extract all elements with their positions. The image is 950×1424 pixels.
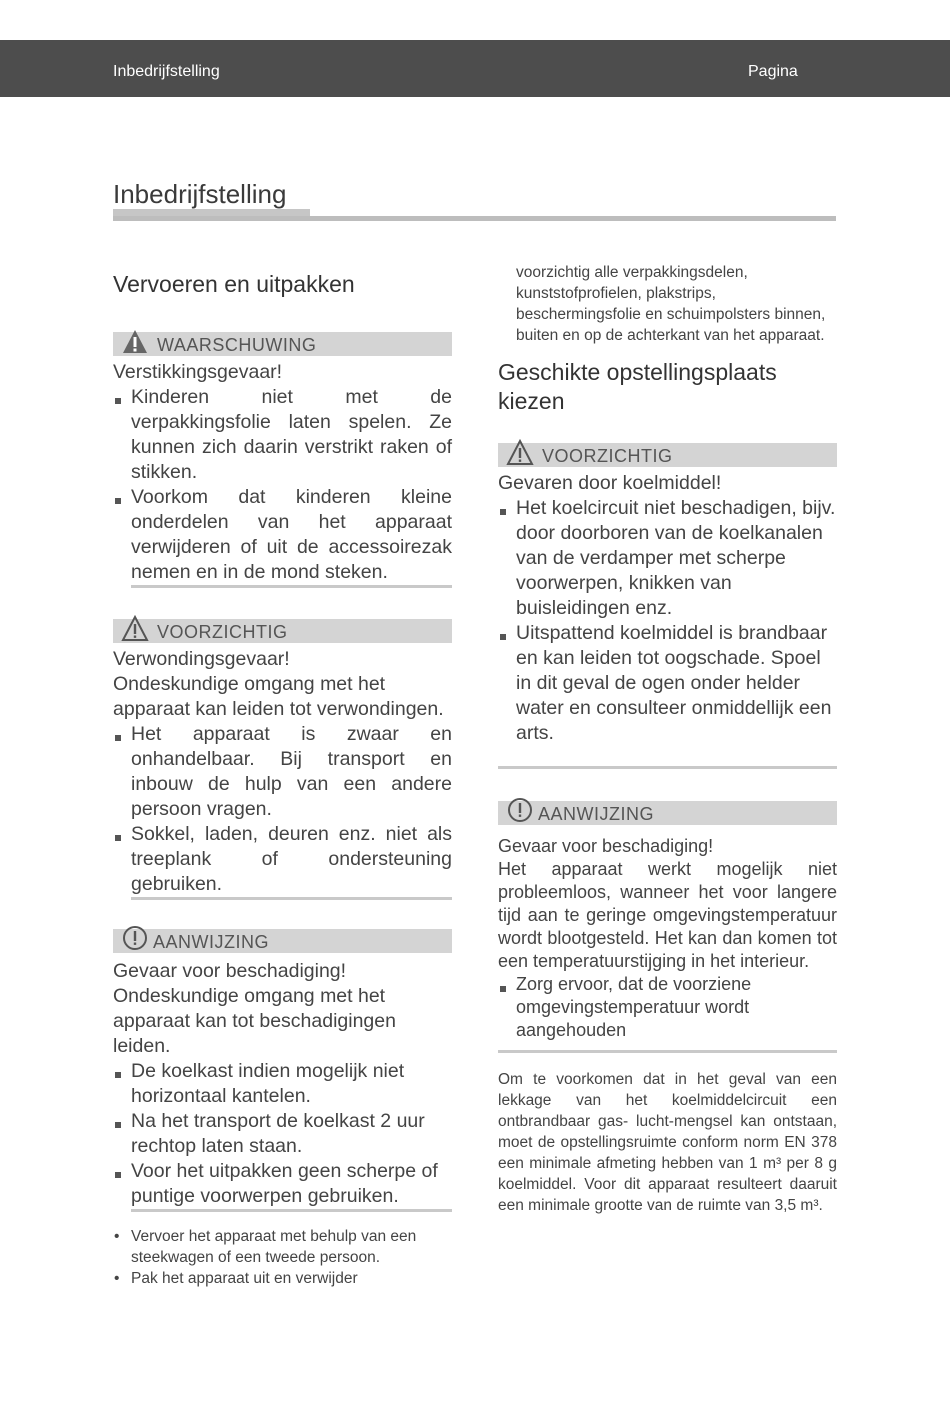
notice-list	[498, 973, 837, 1042]
divider	[131, 1209, 452, 1212]
notice-text: Ondeskundige omgang met het apparaat kan tot beschadigingen leiden.	[113, 985, 396, 1057]
section-title-location: Geschikte opstellingsplaats kiezen	[498, 359, 777, 414]
warning-label: WAARSCHUWING	[157, 335, 317, 355]
list-item: • Vervoer het apparaat met behulp van een steekwagen of een tweede persoon.	[113, 1226, 452, 1268]
list-item: Voorkom dat kinderen kleine onderdelen van het apparaat verwijderen of uit de accessoirezak nemen en in de mond steken.	[113, 485, 452, 585]
divider	[131, 897, 452, 900]
caution-bar	[498, 443, 837, 467]
list-item: Voor het uitpakken geen scherpe of puntige voorwerpen gebruiken.	[113, 1159, 452, 1209]
list-item: Kinderen niet met de verpakkingsfolie laten spelen. Ze kunnen zich daarin verstrikt raken of stikken.	[113, 385, 452, 485]
caution-text: Ondeskundige omgang met het apparaat kan leiden tot verwondingen.	[113, 673, 444, 720]
caution-list	[113, 722, 452, 897]
notice-label: AANWIJZING	[538, 804, 654, 824]
warning-triangle-icon	[121, 328, 149, 356]
caution-bar	[113, 619, 452, 643]
notice-bar	[498, 801, 837, 825]
title-underline	[113, 216, 836, 221]
divider	[498, 766, 837, 769]
caution-heading: Verwondingsgevaar!	[113, 648, 290, 670]
notice-bar	[113, 929, 452, 953]
warning-bar	[113, 332, 452, 356]
notice-list	[113, 1059, 452, 1209]
list-item: Het apparaat is zwaar en onhandelbaar. Bij transport en inbouw de hulp van een andere persoon vragen.	[113, 722, 452, 822]
list-item: • Pak het apparaat uit en verwijder	[113, 1268, 452, 1289]
instruction-list	[113, 1226, 452, 1289]
right-column	[498, 262, 837, 1216]
caution-label: VOORZICHTIG	[157, 622, 288, 642]
notice-text: Het apparaat werkt mogelijk niet probleemloos, wanneer het voor langere tijd aan te geringe omgevingstemperatuur wordt blootgesteld. Het kan dan komen tot een temperatuurstijging in het interieur.	[498, 859, 837, 971]
page-header	[0, 40, 950, 97]
header-section-label: Inbedrijfstelling	[113, 63, 220, 80]
caution-list	[498, 496, 837, 746]
divider	[131, 585, 452, 588]
caution-label: VOORZICHTIG	[542, 446, 673, 466]
caution-heading: Gevaren door koelmiddel!	[498, 472, 722, 494]
notice-heading: Gevaar voor beschadiging!	[498, 836, 714, 856]
section-title-transport: Vervoeren en uitpakken	[113, 271, 355, 297]
warning-heading: Verstikkingsgevaar!	[113, 361, 283, 383]
header-page-label: Pagina	[748, 63, 798, 80]
notice-label: AANWIJZING	[153, 932, 269, 952]
caution-triangle-icon	[506, 439, 534, 467]
list-item: Het koelcircuit niet beschadigen, bijv. door doorboren van de koelkanalen van de verdamper met scherpe voorwerpen, knikken van buisleidingen enz.	[498, 496, 837, 621]
left-column	[113, 262, 452, 1289]
info-exclamation-icon	[121, 925, 149, 953]
warning-list	[113, 385, 452, 585]
page-title: Inbedrijfstelling	[113, 179, 287, 209]
info-exclamation-icon	[506, 797, 534, 825]
list-item: De koelkast indien mogelijk niet horizontaal kantelen.	[113, 1059, 452, 1109]
divider	[498, 1050, 837, 1053]
notice-heading: Gevaar voor beschadiging!	[113, 960, 347, 982]
list-item: Na het transport de koelkast 2 uur rechtop laten staan.	[113, 1109, 452, 1159]
list-item: Zorg ervoor, dat de voorziene omgevingstemperatuur wordt aangehouden	[498, 973, 837, 1042]
list-item: Sokkel, laden, deuren enz. niet als treeplank of ondersteuning gebruiken.	[113, 822, 452, 897]
room-size-paragraph: Om te voorkomen dat in het geval van een lekkage van het koelmiddelcircuit een ontbrandbaar gas- lucht-mengsel kan ontstaan, moet de opstellingsruimte conform norm EN 378 een minimale afmeting hebben van 1 m³ per 8 g koelmiddel. Voor dit apparaat resulteert daaruit een minimale grootte van de ruimte van 3,5 m³.	[498, 1071, 837, 1214]
list-item: Uitspattend koelmiddel is brandbaar en kan leiden tot oogschade. Spoel in dit geval de ogen onder helder water en consulteer onmiddellijk een arts.	[498, 621, 837, 746]
caution-triangle-icon	[121, 615, 149, 643]
continued-text: voorzichtig alle verpakkingsdelen, kunststofprofielen, plakstrips, beschermingsfolie en schuimpolsters binnen, buiten en op de achterkant van het apparaat.	[516, 264, 826, 344]
